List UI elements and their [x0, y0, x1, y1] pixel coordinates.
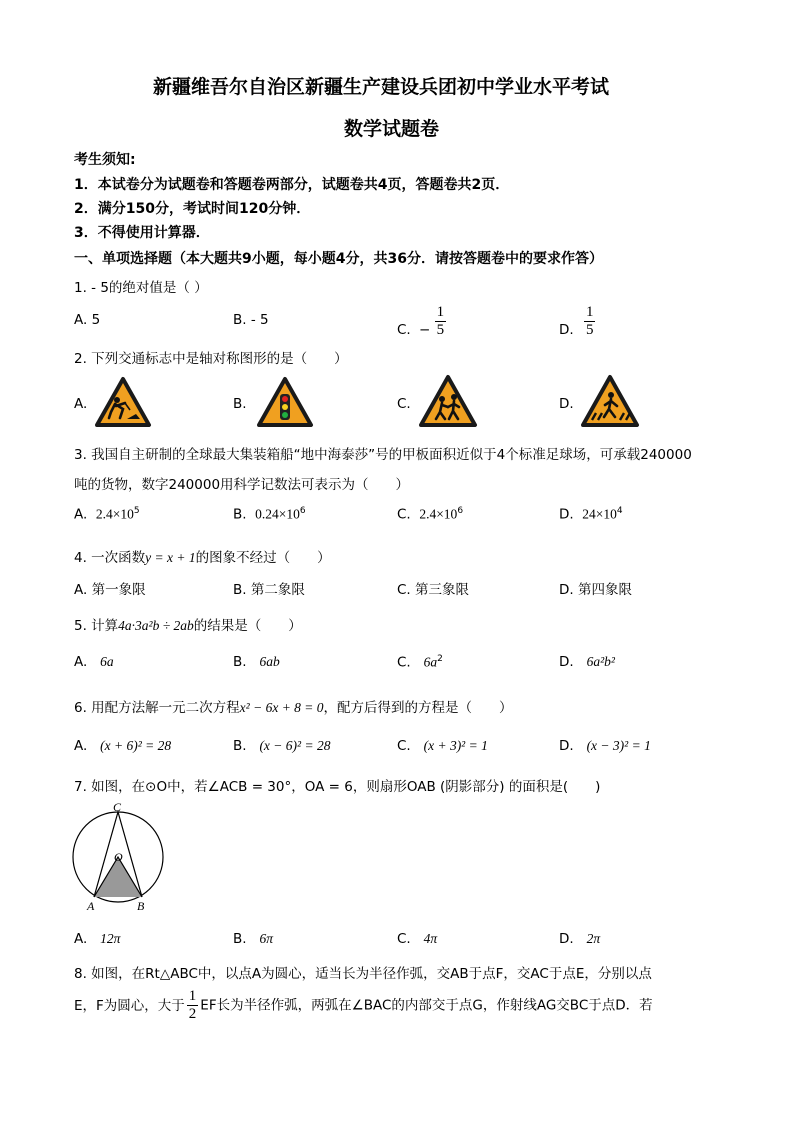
question-6-stem: 6. 用配方法解一元二次方程x² − 6x + 8 = 0，配方后得到的方程是（ ） [74, 700, 513, 716]
q4-option-a: A. 第一象限 [74, 582, 146, 598]
notice-heading: 考生须知: [74, 152, 136, 168]
q7-option-c: C. 4π [397, 931, 438, 947]
figure-label-a: A [87, 899, 95, 913]
notice-item: 3．不得使用计算器． [74, 225, 210, 241]
figure-label-b: B [137, 899, 145, 913]
q5-option-a: A. 6a [74, 654, 114, 670]
pedestrian-crossing-sign-icon [580, 374, 640, 428]
q4-option-d: D. 第四象限 [559, 582, 632, 598]
q2-option-d-label: D. [559, 396, 574, 412]
q5-option-b: B. 6ab [233, 654, 280, 670]
question-7-stem: 7. 如图，在⊙O中，若∠ACB = 30°，OA = 6，则扇形OAB (阴影部分) 的面积是( ) [74, 779, 601, 795]
exam-subtitle: 数学试题卷 [344, 118, 440, 140]
question-4-stem: 4. 一次函数y = x + 1的图象不经过（ ） [74, 550, 331, 566]
q1-option-c: C. − $\frac{1}{5}$ [397, 304, 445, 338]
q7-option-a: A. 12π [74, 931, 121, 947]
q5-option-d: D. 6a²b² [559, 654, 615, 670]
section-heading: 一、单项选择题（本大题共9小题，每小题4分，共36分．请按答题卷中的要求作答） [74, 251, 603, 267]
q6-option-b: B. (x − 6)² = 28 [233, 738, 331, 754]
q1-option-d: D. $\frac{1}{5}$ [559, 304, 594, 338]
question-2-stem: 2. 下列交通标志中是轴对称图形的是（ ） [74, 351, 348, 367]
q6-option-a: A. (x + 6)² = 28 [74, 738, 172, 754]
q2-option-a-label: A. [74, 396, 88, 412]
q3-option-a: A. $2.4\times 10^5$ [74, 506, 140, 523]
question-1-stem: 1. - 5的绝对值是（ ） [74, 280, 208, 296]
q3-option-c: C. $2.4\times 10^6$ [397, 506, 464, 523]
q3-option-d: D. $24\times 10^4$ [559, 506, 623, 523]
traffic-light-sign-icon [256, 376, 314, 428]
road-work-sign-icon [94, 376, 152, 428]
q6-option-c: C. (x + 3)² = 1 [397, 738, 488, 754]
question-5-stem: 5. 计算4a·3a²b ÷ 2ab的结果是（ ） [74, 618, 302, 634]
notice-item: 2．满分150分，考试时间120分钟． [74, 201, 311, 217]
question-8-line1: 8. 如图，在Rt△ABC中，以点A为圆心，适当长为半径作弧，交AB于点F，交AC于点E，分别以点 [74, 966, 652, 982]
figure-label-c: C [113, 800, 122, 814]
question-3-stem-line1: 3. 我国自主研制的全球最大集装箱船“地中海泰莎”号的甲板面积近似于4个标准足球场，可承载240000 [74, 447, 692, 463]
notice-item: 1．本试卷分为试题卷和答题卷两部分，试题卷共4页，答题卷共2页． [74, 177, 510, 193]
q6-option-d: D. (x − 3)² = 1 [559, 738, 651, 754]
figure-label-o: O [114, 850, 123, 864]
q4-option-c: C. 第三象限 [397, 582, 470, 598]
q1-option-a: A. 5 [74, 312, 101, 328]
q7-option-d: D. 2π [559, 931, 601, 947]
q2-option-b-label: B. [233, 396, 247, 412]
question-8-line2: E，F为圆心，大于 $\frac{1}{2}$ EF长为半径作弧，两弧在∠BAC的内部交于点G，作射线AG交BC于点D．若 [74, 988, 653, 1022]
q1-option-b: B. - 5 [233, 312, 269, 328]
q3-option-b: B. $0.24\times 10^6$ [233, 506, 306, 523]
circle-sector-figure [66, 800, 176, 920]
question-3-stem-line2: 吨的货物，数字240000用科学记数法可表示为（ ） [74, 477, 410, 493]
q7-option-b: B. 6π [233, 931, 273, 947]
children-crossing-sign-icon [418, 374, 478, 428]
q4-option-b: B. 第二象限 [233, 582, 305, 598]
q2-option-c-label: C. [397, 396, 411, 412]
exam-title: 新疆维吾尔自治区新疆生产建设兵团初中学业水平考试 [153, 76, 610, 98]
q5-option-c: C. $6a^2$ [397, 654, 443, 671]
